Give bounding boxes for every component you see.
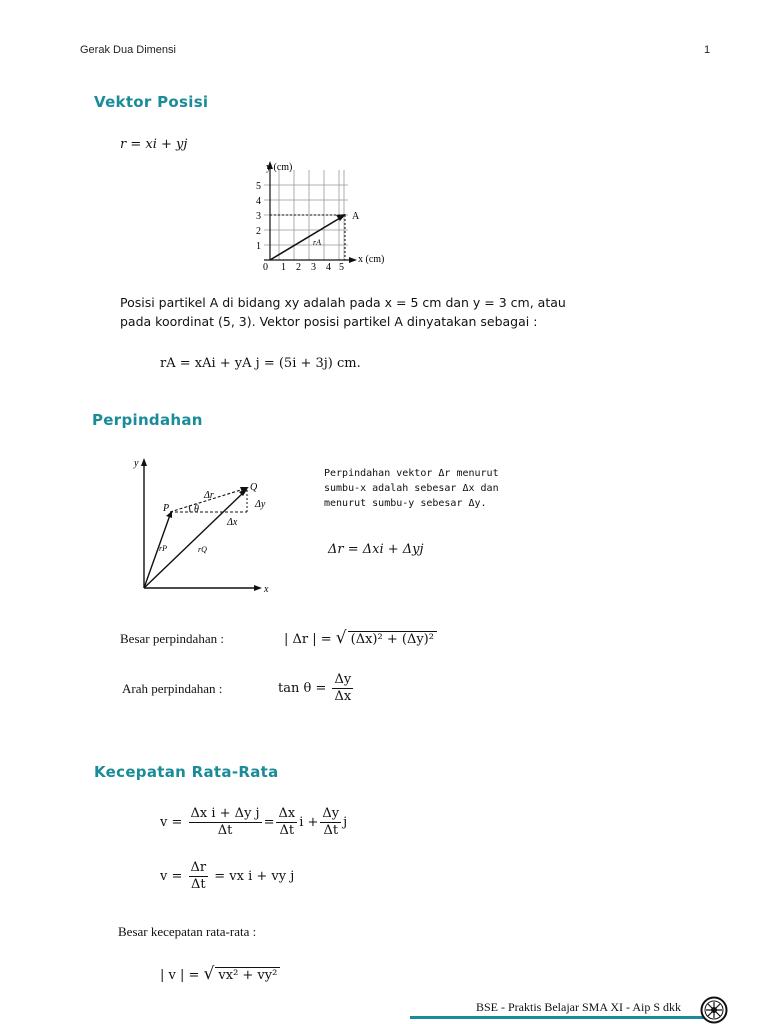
- eq2-num: Δr: [190, 860, 207, 875]
- section-title-vektor-posisi: Vektor Posisi: [94, 93, 209, 111]
- graph-x-tick: 1: [281, 262, 286, 273]
- eq1-fraction-1: [189, 806, 262, 839]
- displacement-equation: Δr = Δxi + Δyj: [328, 542, 424, 557]
- graph-x-label: x (cm): [358, 254, 385, 265]
- diagram-theta-arc: [189, 506, 190, 512]
- graph-x-tick: 5: [339, 262, 344, 273]
- eq1-fraction-3: [320, 806, 341, 839]
- section-title-perpindahan: Perpindahan: [92, 411, 203, 429]
- eq1-lhs: v =: [160, 815, 183, 830]
- sqrt-icon: √: [203, 964, 215, 984]
- displacement-magnitude-formula: [284, 628, 437, 648]
- displacement-magnitude-rhs: (Δx)² + (Δy)²: [348, 631, 437, 647]
- footer-text: BSE - Praktis Belajar SMA XI - Aip S dkk: [476, 1000, 682, 1014]
- diagram-label-Q: Q: [250, 482, 258, 493]
- displacement-magnitude-lhs: | Δr | =: [284, 632, 332, 647]
- graph-vector-label: rA: [313, 238, 321, 247]
- footer-rule: [410, 1016, 704, 1019]
- velocity-magnitude-formula: [160, 964, 280, 984]
- position-vector-equation: r = xi + yj: [120, 137, 188, 152]
- velocity-magnitude-label: Besar kecepatan rata-rata :: [118, 924, 257, 939]
- velocity-magnitude-lhs: | v | =: [160, 968, 200, 983]
- direction-lhs: tan θ =: [278, 681, 327, 696]
- sqrt-icon: √: [335, 628, 347, 648]
- section-title-kecepatan: Kecepatan Rata-Rata: [94, 763, 279, 781]
- eq2-rhs: = vx i + vy j: [214, 869, 295, 884]
- displacement-note-line3: menurut sumbu-y sebesar Δy.: [324, 498, 487, 509]
- displacement-direction-formula: [278, 672, 355, 705]
- graph-y-tick: 2: [256, 226, 261, 237]
- diagram-label-theta: θ: [194, 504, 199, 515]
- displacement-direction-label: Arah perpindahan :: [122, 681, 223, 696]
- displacement-note-line2: sumbu-x adalah sebesar Δx dan: [324, 483, 499, 494]
- diagram-axis-y-label: y: [134, 458, 139, 469]
- graph-y-tick: 5: [256, 181, 261, 192]
- graph-point-label: A: [352, 211, 360, 222]
- displacement-note-line1: Perpindahan vektor Δr menurut: [324, 468, 499, 479]
- diagram-label-dr: Δr: [204, 490, 214, 501]
- graph-y-tick: 1: [256, 241, 261, 252]
- direction-numerator: Δy: [334, 672, 352, 687]
- eq1-frac3-den: Δt: [323, 823, 339, 838]
- graph-y-tick: 3: [256, 211, 261, 222]
- displacement-diagram: [128, 454, 288, 600]
- bse-logo-icon: [700, 996, 728, 1024]
- graph-y-label: y (cm): [266, 162, 293, 173]
- eq1-frac3-num: Δy: [322, 806, 340, 821]
- graph-x-arrow: [349, 257, 357, 263]
- running-header-title: Gerak Dua Dimensi: [80, 44, 176, 56]
- diagram-axis-x-label: x: [264, 584, 269, 595]
- graph-x-tick: 4: [326, 262, 331, 273]
- graph-x-tick: 3: [311, 262, 316, 273]
- diagram-label-rQ: rQ: [198, 545, 207, 554]
- graph-position-vector: [270, 218, 340, 260]
- eq2-lhs: v =: [160, 869, 183, 884]
- velocity-equation-1: v = $\frac{\text{Δx i + Δy j}}{\Delta t}$ = $\frac{\Delta x}{\Delta t}$ i + $\frac{\Delta y}{\Delta t}$ j: [160, 806, 348, 838]
- position-graph: [248, 158, 408, 276]
- diagram-label-dx: Δx: [227, 517, 238, 528]
- eq1-fraction-2: [276, 806, 297, 839]
- diagram-label-rP: rP: [159, 544, 167, 553]
- position-description-line2: pada koordinat (5, 3). Vektor posisi partikel A dinyatakan sebagai :: [120, 314, 538, 329]
- diagram-label-dy: Δy: [255, 499, 266, 510]
- position-vector-result: rA = xAi + yA j = (5i + 3j) cm.: [160, 356, 361, 371]
- eq1-frac2-num: Δx: [278, 806, 296, 821]
- eq1-mid: i +: [299, 815, 319, 830]
- position-description-line1: Posisi partikel A di bidang xy adalah pada x = 5 cm dan y = 3 cm, atau: [120, 295, 566, 310]
- direction-denominator: Δx: [334, 689, 352, 704]
- diagram-y-arrow: [141, 458, 147, 466]
- eq1-frac1-num: Δx i + Δy j: [190, 806, 260, 821]
- eq2-fraction: [189, 860, 209, 893]
- graph-x-tick: 2: [296, 262, 301, 273]
- graph-x-tick: 0: [263, 262, 268, 273]
- eq2-den: Δt: [191, 877, 206, 892]
- eq1-frac1-den: Δt: [217, 823, 233, 838]
- eq1-end: j: [343, 815, 348, 830]
- direction-fraction: [332, 672, 353, 705]
- velocity-equation-2: [160, 860, 294, 893]
- diagram-label-P: P: [163, 503, 170, 514]
- page-number: 1: [704, 44, 711, 56]
- eq1-frac2-den: Δt: [279, 823, 295, 838]
- diagram-x-arrow: [254, 585, 262, 591]
- velocity-magnitude-rhs: vx² + vy²: [215, 967, 280, 983]
- graph-y-tick: 4: [256, 196, 261, 207]
- displacement-magnitude-label: Besar perpindahan :: [120, 631, 224, 646]
